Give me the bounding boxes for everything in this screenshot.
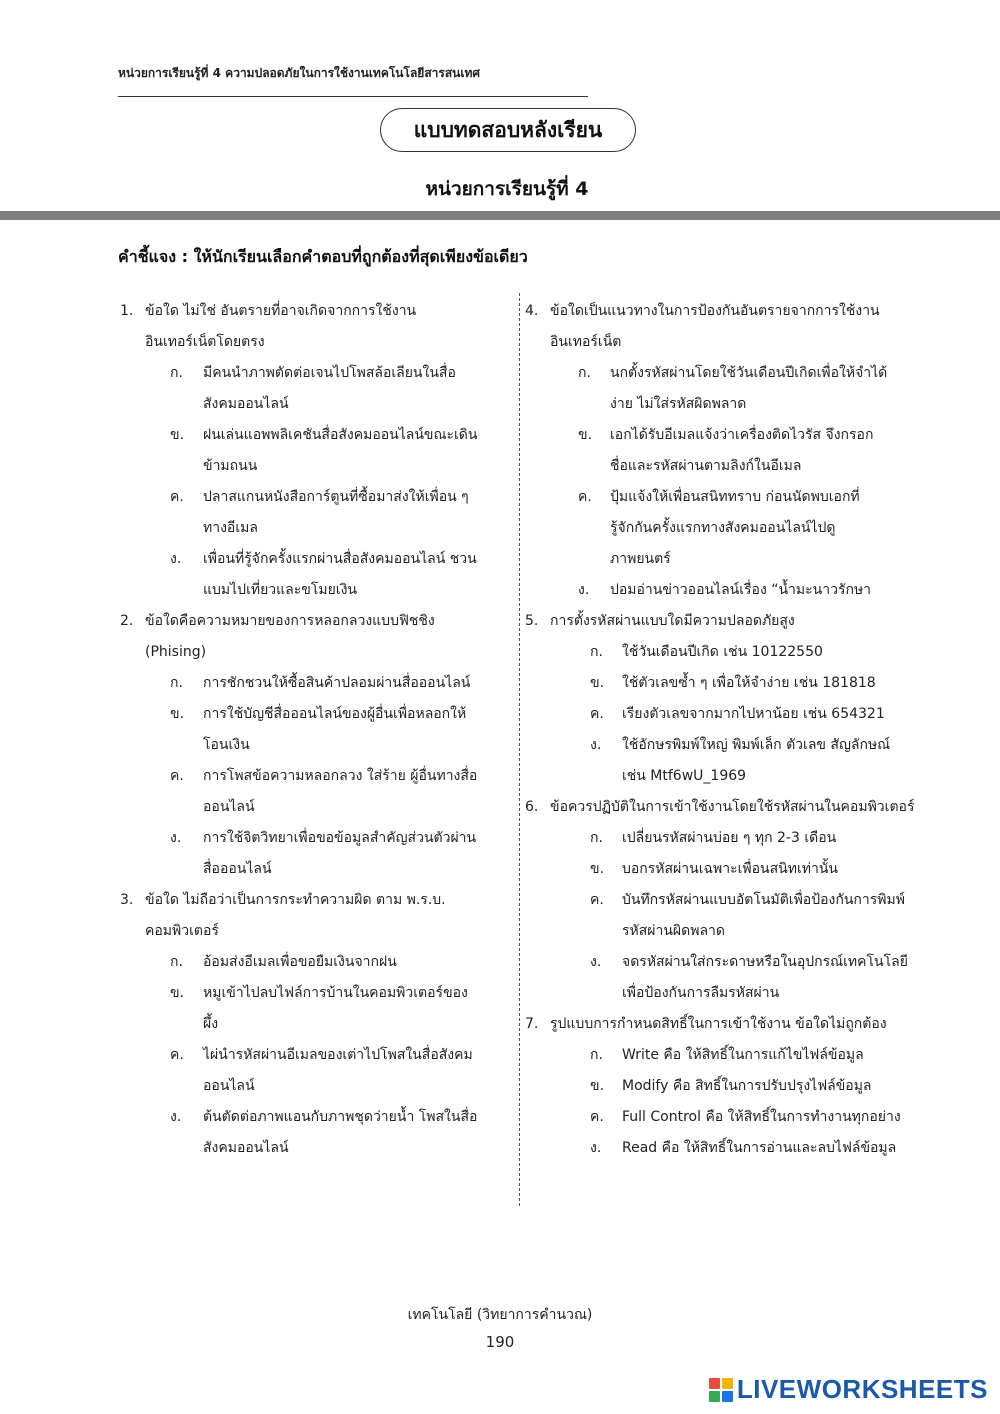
choice-text: ออนไลน์ bbox=[203, 799, 255, 815]
question-text: ข้อใดเป็นแนวทางในการป้องกันอันตรายจากการใช้งาน bbox=[550, 303, 880, 319]
choice-label[interactable]: ก. bbox=[578, 365, 591, 381]
choice-label[interactable]: ค. bbox=[590, 706, 604, 722]
choice-text: เช่น Mtf6wU_1969 bbox=[622, 768, 747, 784]
choice-text: ปอมอ่านข่าวออนไลน์เรื่อง “น้ำมะนาวรักษา bbox=[610, 582, 872, 598]
question-number: 2. bbox=[120, 613, 134, 629]
choice-label[interactable]: ข. bbox=[170, 985, 185, 1001]
choice-text: สื่อออนไลน์ bbox=[203, 861, 272, 877]
logo-grid-icon bbox=[709, 1378, 733, 1402]
logo-square bbox=[722, 1378, 733, 1389]
question-number: 7. bbox=[525, 1016, 539, 1032]
choice-label[interactable]: ง. bbox=[590, 737, 602, 753]
choice-label[interactable]: ข. bbox=[590, 675, 605, 691]
choice-text: สังคมออนไลน์ bbox=[203, 1140, 289, 1156]
choice-label[interactable]: ข. bbox=[170, 706, 185, 722]
unit-subtitle: หน่วยการเรียนรู้ที่ 4 bbox=[425, 178, 589, 200]
page-number: 190 bbox=[485, 1333, 515, 1351]
choice-text: ผึ้ง bbox=[203, 1016, 219, 1032]
choice-label[interactable]: ง. bbox=[170, 1109, 182, 1125]
choice-text: ปุ้มแจ้งให้เพื่อนสนิททราบ ก่อนนัดพบเอกที่ bbox=[610, 489, 860, 505]
question-text: การตั้งรหัสผ่านแบบใดมีความปลอดภัยสูง bbox=[550, 613, 795, 629]
choice-text: เพื่อนที่รู้จักครั้งแรกผ่านสื่อสังคมออนไลน์ ชวน bbox=[203, 551, 477, 567]
choice-text: โอนเงิน bbox=[203, 737, 250, 753]
choice-text: ภาพยนตร์ bbox=[610, 551, 671, 567]
question-text: ข้อใดคือความหมายของการหลอกลวงแบบฟิชชิง bbox=[145, 613, 435, 629]
test-title: แบบทดสอบหลังเรียน bbox=[380, 108, 636, 152]
choice-text: หมูเข้าไปลบไฟล์การบ้านในคอมพิวเตอร์ของ bbox=[203, 985, 468, 1001]
choice-text: นกตั้งรหัสผ่านโดยใช้วันเดือนปีเกิดเพื่อให้จำได้ bbox=[610, 365, 888, 381]
choice-text: ง่าย ไม่ใส่รหัสผิดพลาด bbox=[610, 396, 747, 412]
choice-label[interactable]: ข. bbox=[578, 427, 593, 443]
choice-text: Read คือ ให้สิทธิ์ในการอ่านและลบไฟล์ข้อมูล bbox=[622, 1140, 897, 1156]
logo-square bbox=[709, 1391, 720, 1402]
page-header-text: หน่วยการเรียนรู้ที่ 4 ความปลอดภัยในการใช้งานเทคโนโลยีสารสนเทศ bbox=[118, 66, 480, 80]
choice-label[interactable]: ง. bbox=[170, 551, 182, 567]
logo-square bbox=[709, 1378, 720, 1389]
choice-label[interactable]: ค. bbox=[170, 768, 184, 784]
choice-text: รู้จักกันครั้งแรกทางสังคมออนไลน์ไปดู bbox=[610, 520, 836, 536]
question-number: 1. bbox=[120, 303, 134, 319]
question-text: ข้อควรปฏิบัติในการเข้าใช้งานโดยใช้รหัสผ่านในคอมพิวเตอร์ bbox=[550, 799, 915, 815]
choice-text: ใช้อักษรพิมพ์ใหญ่ พิมพ์เล็ก ตัวเลข สัญลักษณ์ bbox=[622, 737, 891, 753]
question-number: 3. bbox=[120, 892, 134, 908]
choice-text: เพื่อป้องกันการลืมรหัสผ่าน bbox=[622, 985, 780, 1001]
choice-label[interactable]: ข. bbox=[590, 861, 605, 877]
logo-square bbox=[722, 1391, 733, 1402]
choice-text: บอกรหัสผ่านเฉพาะเพื่อนสนิทเท่านั้น bbox=[622, 861, 838, 877]
choice-text: การชักชวนให้ซื้อสินค้าปลอมผ่านสื่อออนไลน์ bbox=[203, 675, 471, 691]
choice-label[interactable]: ก. bbox=[590, 644, 603, 660]
question-text: อินเทอร์เน็ตโดยตรง bbox=[145, 334, 265, 350]
choice-label[interactable]: ค. bbox=[590, 892, 604, 908]
choice-text: การโพสข้อความหลอกลวง ใส่ร้าย ผู้อื่นทางสื่อ bbox=[203, 768, 478, 784]
choice-label[interactable]: ง. bbox=[578, 582, 590, 598]
choice-label[interactable]: ก. bbox=[590, 1047, 603, 1063]
choice-text: การใช้บัญชีสื่อออนไลน์ของผู้อื่นเพื่อหลอกให้ bbox=[203, 706, 467, 722]
choice-text: จดรหัสผ่านใส่กระดาษหรือในอุปกรณ์เทคโนโลยี bbox=[622, 954, 908, 970]
choice-text: มีคนนำภาพตัดต่อเจนไปโพสล้อเลียนในสื่อ bbox=[203, 365, 456, 381]
choice-text: ชื่อและรหัสผ่านตามลิงก์ในอีเมล bbox=[610, 458, 802, 474]
choice-label[interactable]: ง. bbox=[590, 954, 602, 970]
question-text: อินเทอร์เน็ต bbox=[550, 334, 622, 350]
choice-text: Write คือ ให้สิทธิ์ในการแก้ไขไฟล์ข้อมูล bbox=[622, 1047, 864, 1063]
question-number: 6. bbox=[525, 799, 539, 815]
choice-text: การใช้จิตวิทยาเพื่อขอข้อมูลสำคัญส่วนตัวผ่าน bbox=[203, 830, 477, 846]
choice-text: Full Control คือ ให้สิทธิ์ในการทำงานทุกอย่าง bbox=[622, 1109, 901, 1125]
choice-text: อ้อมส่งอีเมลเพื่อขอยืมเงินจากฝน bbox=[203, 954, 397, 970]
choice-text: ต้นตัดต่อภาพแอนกับภาพชุดว่ายน้ำ โพสในสื่อ bbox=[203, 1109, 478, 1125]
choice-label[interactable]: ง. bbox=[590, 1140, 602, 1156]
question-text: (Phising) bbox=[145, 644, 207, 660]
question-number: 4. bbox=[525, 303, 539, 319]
section-divider bbox=[0, 211, 1000, 220]
choice-label[interactable]: ก. bbox=[170, 954, 183, 970]
footer-subject: เทคโนโลยี (วิทยาการคำนวณ) bbox=[407, 1307, 593, 1323]
choice-text: ข้ามถนน bbox=[203, 458, 258, 474]
choice-label[interactable]: ค. bbox=[590, 1109, 604, 1125]
question-text: ข้อใด ไม่ถือว่าเป็นการกระทำความผิด ตาม พ.ร.บ. bbox=[145, 892, 446, 908]
header-divider bbox=[118, 96, 588, 97]
choice-text: เอกได้รับอีเมลแจ้งว่าเครื่องติดไวรัส จึงกรอก bbox=[610, 427, 874, 443]
choice-text: รหัสผ่านผิดพลาด bbox=[622, 923, 725, 939]
liveworksheets-logo[interactable] bbox=[709, 1374, 988, 1405]
column-divider bbox=[519, 293, 520, 1206]
choice-label[interactable]: ก. bbox=[590, 830, 603, 846]
choice-label[interactable]: ค. bbox=[170, 489, 184, 505]
choice-label[interactable]: ก. bbox=[170, 365, 183, 381]
choice-text: ใช้วันเดือนปีเกิด เช่น 10122550 bbox=[622, 644, 823, 660]
choice-text: ไผ่นำรหัสผ่านอีเมลของเต่าไปโพสในสื่อสังคม bbox=[203, 1047, 473, 1063]
choice-label[interactable]: ข. bbox=[170, 427, 185, 443]
instructions: คำชี้แจง : ให้นักเรียนเลือกคำตอบที่ถูกต้องที่สุดเพียงข้อเดียว bbox=[118, 247, 528, 266]
question-text: รูปแบบการกำหนดสิทธิ์ในการเข้าใช้งาน ข้อใดไม่ถูกต้อง bbox=[550, 1016, 887, 1032]
choice-text: บันทึกรหัสผ่านแบบอัตโนมัติเพื่อป้องกันการพิมพ์ bbox=[622, 892, 905, 908]
question-text: คอมพิวเตอร์ bbox=[145, 923, 219, 939]
question-number: 5. bbox=[525, 613, 539, 629]
question-text: ข้อใด ไม่ใช่ อันตรายที่อาจเกิดจากการใช้งาน bbox=[145, 303, 417, 319]
choice-text: Modify คือ สิทธิ์ในการปรับปรุงไฟล์ข้อมูล bbox=[622, 1078, 872, 1094]
choice-label[interactable]: ก. bbox=[170, 675, 183, 691]
choice-label[interactable]: ง. bbox=[170, 830, 182, 846]
choice-text: เปลี่ยนรหัสผ่านบ่อย ๆ ทุก 2-3 เดือน bbox=[622, 830, 837, 846]
choice-text: ออนไลน์ bbox=[203, 1078, 255, 1094]
choice-text: แบมไปเที่ยวและขโมยเงิน bbox=[203, 582, 357, 598]
choice-text: เรียงตัวเลขจากมากไปหาน้อย เช่น 654321 bbox=[622, 706, 885, 722]
choice-text: ฝนเล่นแอพพลิเคชันสื่อสังคมออนไลน์ขณะเดิน bbox=[203, 427, 478, 443]
logo-text: LIVEWORKSHEETS bbox=[736, 1374, 988, 1404]
choice-text: ทางอีเมล bbox=[203, 520, 258, 536]
choice-text: สังคมออนไลน์ bbox=[203, 396, 289, 412]
choice-text: ใช้ตัวเลขซ้ำ ๆ เพื่อให้จำง่าย เช่น 181818 bbox=[622, 675, 876, 691]
choice-text: ปลาสแกนหนังสือการ์ตูนที่ซื้อมาส่งให้เพื่อน ๆ bbox=[203, 489, 469, 505]
choice-label[interactable]: ค. bbox=[578, 489, 592, 505]
choice-label[interactable]: ค. bbox=[170, 1047, 184, 1063]
choice-label[interactable]: ข. bbox=[590, 1078, 605, 1094]
